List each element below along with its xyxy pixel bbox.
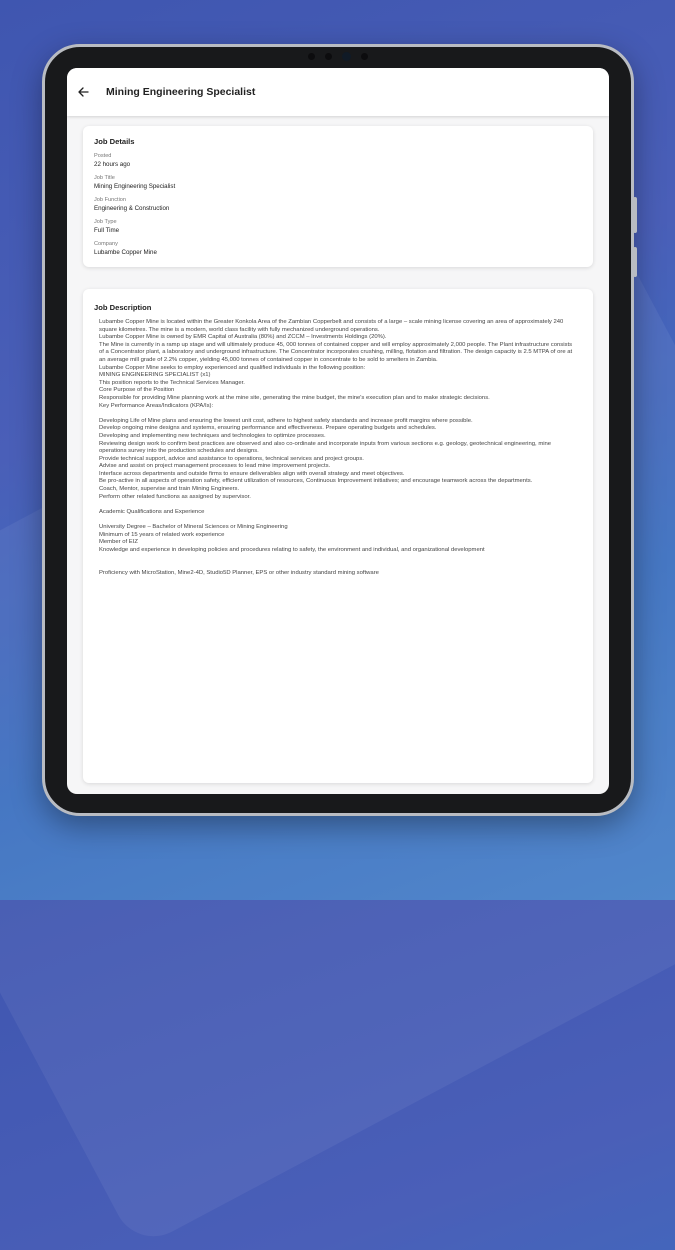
field-value: 22 hours ago <box>94 161 131 168</box>
field-value: Engineering & Construction <box>94 205 170 212</box>
field-label: Job Title <box>94 175 115 181</box>
back-arrow-icon[interactable] <box>78 85 92 99</box>
description-line: Responsible for providing Mine planning work at the mine site, generating the mine budget, the mine's execution plan and to make strategic decisions. <box>99 394 490 401</box>
description-line: Lubambe Copper Mine is located within the Greater Konkola Area of the Zambian Copperbelt and consists of a large – scale mining license covering an area of approximately 240 square kilometres. The mine is a modern, world class facility with fully mechanized underground operations. <box>99 319 564 333</box>
description-spacer <box>99 501 578 509</box>
job-description-heading: Job Description <box>94 303 152 312</box>
description-spacer <box>99 554 578 562</box>
field-value: Lubambe Copper Mine <box>94 249 157 256</box>
description-line: Minimum of 15 years of related work experience <box>99 531 225 538</box>
description-line: Coach, Mentor, supervise and train Mining Engineers. <box>99 486 240 493</box>
description-line: Reviewing design work to confirm best practices are observed and also co-ordinate and incorporate inputs from various sections e.g. geology, geotechnical engineering, mine operations survey into the production schedules and designs. <box>99 440 552 455</box>
job-description-body <box>94 319 582 577</box>
description-spacer <box>99 410 578 418</box>
description-line: Member of EIZ <box>99 539 138 546</box>
description-line: Develop ongoing mine designs and systems, ensuring performance and effectiveness. Prepare operating budgets and schedules. <box>99 425 437 432</box>
description-line: MINING ENGINEERING SPECIALIST (x1) <box>99 372 211 379</box>
field-posted <box>94 152 582 169</box>
sensor-dot <box>308 53 315 60</box>
field-company <box>94 240 582 257</box>
description-line: Proficiency with MicroStation, Mine2-4D, Studio5D Planner, EPS or other industry standard mining software <box>99 569 379 576</box>
description-line: Knowledge and experience in developing policies and procedures relating to safety, the environment and individual, and organizational development <box>99 546 485 553</box>
app-screen <box>67 68 609 794</box>
field-job-type <box>94 218 582 235</box>
description-line: Developing and implementing new techniques and technologies to optimize processes. <box>99 432 326 439</box>
description-spacer <box>99 562 578 570</box>
description-line: Provide technical support, advice and assistance to operations, technical services and project groups. <box>99 455 364 462</box>
description-spacer <box>99 516 578 524</box>
description-line: Core Purpose of the Position <box>99 387 175 394</box>
field-label: Job Function <box>94 197 127 203</box>
description-line: University Degree – Bachelor of Mineral Sciences or Mining Engineering <box>99 524 288 531</box>
power-button <box>633 197 637 233</box>
description-line: Lubambe Copper Mine is owned by EMR Capital of Australia (80%) and ZCCM – Investments Holdings (20%). <box>99 334 387 341</box>
sensor-dot <box>361 53 368 60</box>
field-value: Full Time <box>94 227 120 234</box>
field-value: Mining Engineering Specialist <box>94 183 176 190</box>
camera-bar <box>308 52 368 61</box>
job-details-heading: Job Details <box>94 137 135 146</box>
description-line: Advise and assist on project management processes to lead mine improvement projects. <box>99 463 331 470</box>
content-area[interactable] <box>67 116 609 783</box>
description-line: Academic Qualifications and Experience <box>99 508 205 515</box>
field-job-function <box>94 196 582 213</box>
volume-button <box>633 247 637 277</box>
description-line: Interface across departments and outside firms to ensure deliverables align with overall strategy and meet objectives. <box>99 470 405 477</box>
app-bar <box>67 68 609 116</box>
field-label: Posted <box>94 153 112 159</box>
description-line: The Mine is currently in a ramp up stage and will ultimately produce 45, 000 tonnes of contained copper and will employ approximately 2,000 people. The Plant infrastructure consists of a Concentrator plant, a laboratory and underground infrastructure. The Concentrator incorporates crushing, milling, flotation and filtration. The design capacity is 2.5 MTPA of ore at an average mill grade of 2.2% copper, yielding 45,000 tonnes of contained copper in concentrate to be sold to smelters in Zambia. <box>99 341 573 363</box>
camera-lens-icon <box>342 52 351 61</box>
tablet-frame <box>42 44 634 816</box>
description-line: Developing Life of Mine plans and ensuring the lowest unit cost, adhere to highest safety standards and increase profit margins where possible. <box>99 417 473 424</box>
job-description-card <box>83 289 593 783</box>
description-line: Be pro-active in all aspects of operation safety, efficient utilization of resources, Continuous Improvement initiatives; and encourage teamwork across the departments. <box>99 478 533 485</box>
page-title: Mining Engineering Specialist <box>106 86 256 98</box>
description-line: Perform other related functions as assigned by supervisor. <box>99 493 251 500</box>
job-details-card <box>83 126 593 267</box>
sensor-dot <box>325 53 332 60</box>
field-label: Job Type <box>94 219 117 225</box>
description-line: Key Performance Areas/Indicators (KPA/Is): <box>99 402 214 409</box>
description-line: Lubambe Copper Mine seeks to employ experienced and qualified individuals in the following position: <box>99 364 366 371</box>
description-line: This position reports to the Technical Services Manager. <box>99 379 245 386</box>
field-job-title <box>94 174 582 191</box>
field-label: Company <box>94 241 118 247</box>
